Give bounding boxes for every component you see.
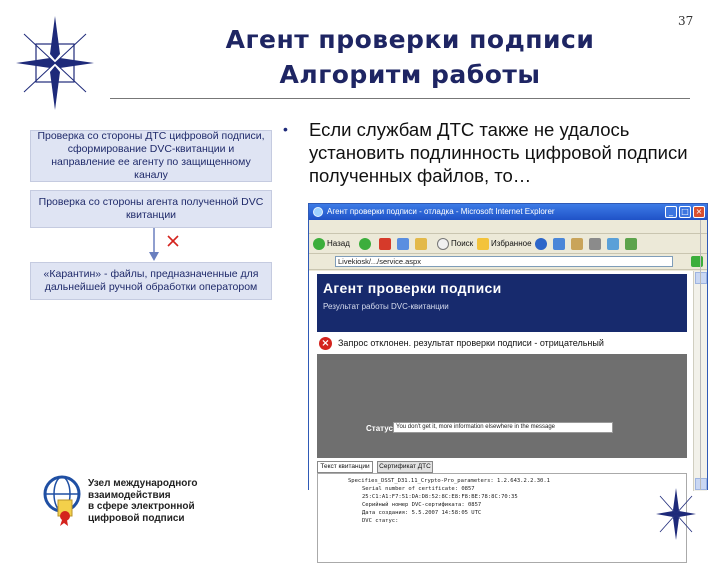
favorites-label: Избранное	[491, 239, 532, 248]
browser-window-title: Агент проверки подписи - отладка - Microsoft Internet Explorer	[327, 207, 555, 216]
close-button[interactable]: ×	[693, 206, 705, 218]
ie-icon	[313, 207, 323, 217]
title-line-2: Алгоритм работы	[279, 60, 541, 89]
edit-button[interactable]	[607, 237, 619, 251]
scroll-up-icon[interactable]	[695, 272, 707, 284]
forward-arrow-icon	[359, 238, 371, 250]
cert-line: Серийный номер DVC-сертификата: 0857	[362, 502, 482, 508]
search-button[interactable]	[437, 237, 473, 251]
browser-titlebar	[309, 204, 707, 220]
home-button[interactable]	[415, 237, 427, 251]
back-arrow-icon	[313, 238, 325, 250]
flow-box-dts-check: Проверка со стороны ДТС цифровой подписи, сформирование DVC-квитанции и направление ее агенту по защищенному каналу	[30, 130, 272, 182]
slide-title	[160, 22, 660, 92]
result-tabs	[317, 461, 687, 473]
organization-name	[88, 478, 198, 524]
status-label: Статус	[366, 424, 393, 433]
stop-icon	[379, 238, 391, 250]
error-row	[317, 332, 687, 354]
side-decor-line	[700, 220, 701, 490]
app-subtitle: Результат работы DVC-квитанции	[323, 302, 449, 311]
status-panel	[317, 354, 687, 458]
search-label: Поиск	[451, 239, 474, 248]
flow-arrow-down-icon	[148, 228, 160, 262]
back-label: Назад	[327, 239, 350, 248]
window-controls	[665, 206, 705, 218]
history-icon	[553, 238, 565, 250]
refresh-button[interactable]	[397, 237, 409, 251]
bullet-marker: •	[283, 121, 288, 137]
corner-star-icon	[654, 486, 698, 540]
maximize-button[interactable]: □	[679, 206, 691, 218]
app-header	[317, 274, 687, 332]
error-icon: ×	[319, 337, 332, 350]
browser-toolbar	[309, 234, 707, 254]
mail-button[interactable]	[571, 237, 583, 251]
org-name-line: взаимодействия	[88, 489, 171, 501]
browser-window	[308, 203, 708, 524]
browser-addressbar	[309, 254, 707, 270]
organization-logo-icon	[40, 470, 84, 526]
minimize-button[interactable]: _	[665, 206, 677, 218]
address-input[interactable]: Livekiosk/.../service.aspx	[335, 256, 673, 267]
org-name-line: Узел международного	[88, 478, 198, 489]
search-icon	[437, 238, 449, 250]
media-button[interactable]	[535, 237, 547, 251]
status-field[interactable]: You don't get it, more information elsewhere in the message	[393, 422, 613, 433]
forward-button[interactable]	[359, 237, 371, 251]
flow-box-agent-check: Проверка со стороны агента полученной DVC квитанции	[30, 190, 272, 228]
favorites-button[interactable]	[477, 237, 532, 251]
browser-menubar	[309, 220, 707, 234]
bullet-text: Если службам ДТС также не удалось установить подлинность цифровой подписи полученных файлов, то…	[309, 119, 688, 186]
mail-icon	[571, 238, 583, 250]
history-button[interactable]	[553, 237, 565, 251]
flow-box-quarantine: «Карантин» - файлы, предназначенные для дальнейшей ручной обработки оператором	[30, 262, 272, 300]
home-icon	[415, 238, 427, 250]
back-button[interactable]	[313, 237, 350, 251]
cert-line: Дата создания: 5.5.2007 14:58:05 UTC	[362, 510, 482, 516]
title-line-1: Агент проверки подписи	[225, 25, 595, 54]
media-icon	[535, 238, 547, 250]
discuss-button[interactable]	[625, 237, 637, 251]
tab-receipt-text[interactable]: Текст квитанции	[317, 461, 373, 473]
reject-cross-icon	[166, 234, 180, 248]
page-content	[309, 271, 694, 524]
bullet-point	[283, 118, 703, 187]
edit-icon	[607, 238, 619, 250]
discuss-icon	[625, 238, 637, 250]
org-name-line: в сфере электронной	[88, 501, 195, 512]
refresh-icon	[397, 238, 409, 250]
certificate-panel	[317, 473, 687, 563]
cert-line: Serial number of certificate: 0857	[362, 486, 475, 492]
cert-line: DVC статус:	[362, 518, 399, 524]
org-name-line: цифровой подписи	[88, 512, 185, 524]
tab-dts-certificate[interactable]: Сертификат ДТС	[377, 461, 433, 473]
cert-line: 25:C1:A1:F7:51:DA:D8:52:8C:E8:F8:BE:78:8C:70:35	[362, 494, 518, 500]
star-icon	[477, 238, 489, 250]
page-number: 37	[678, 14, 694, 28]
go-button[interactable]	[691, 256, 703, 267]
app-title: Агент проверки подписи	[323, 280, 502, 296]
print-icon	[589, 238, 601, 250]
cert-line: Specifies_DSST_D31.11_Crypto-Pro_parameters: 1.2.643.2.2.30.1	[348, 478, 550, 484]
title-divider	[110, 98, 690, 99]
stop-button[interactable]	[379, 237, 391, 251]
error-message: Запрос отклонен. результат проверки подписи - отрицательный	[338, 338, 604, 348]
print-button[interactable]	[589, 237, 601, 251]
compass-star-icon	[14, 14, 96, 112]
